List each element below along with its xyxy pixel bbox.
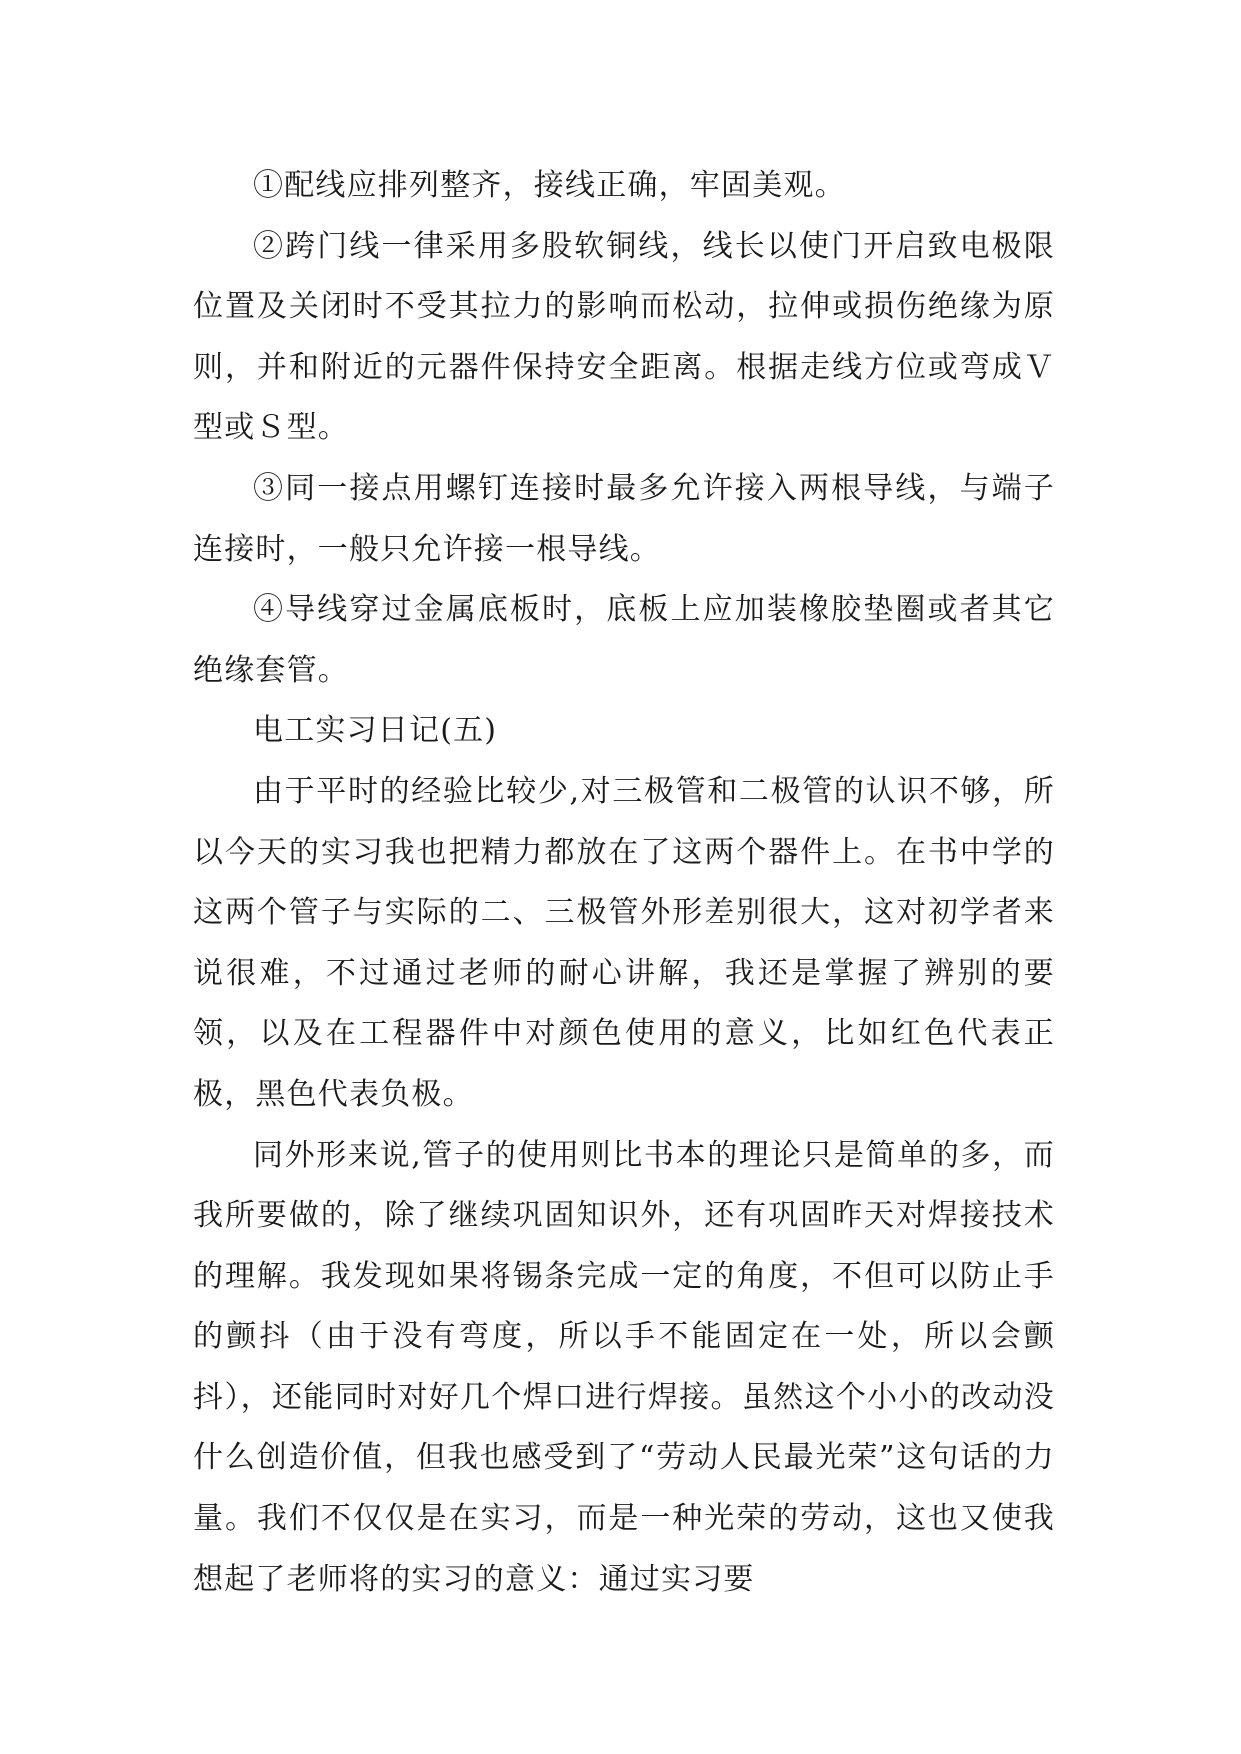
document-body xyxy=(193,156,1055,1610)
paragraph-welding-practice: 同外形来说,管子的使用则比书本的理论只是简单的多，而我所要做的，除了继续巩固知识外，还有巩固昨天对焊接技术的理解。我发现如果将锡条完成一定的角度，不但可以防止手的颤抖（由于没有弯度，所以手不能固定在一处，所以会颤抖），还能同时对好几个焊口进行焊接。虽然这个小小的改动没什么创造价值，但我也感受到了“劳动人民最光荣”这句话的力量。我们不仅仅是在实习，而是一种光荣的劳动，这也又使我想起了老师将的实习的意义：通过实习要 xyxy=(193,1137,1055,1597)
paragraph-transistor-diode: 由于平时的经验比较少,对三极管和二极管的认识不够，所以今天的实习我也把精力都放在了这两个器件上。在书中学的这两个管子与实际的二、三极管外形差别很大，这对初学者来说很难，不过通过老师的耐心讲解，我还是掌握了辨别的要领，以及在工程器件中对颜色使用的意义，比如红色代表正极，黑色代表负极。 xyxy=(193,773,1055,1112)
paragraph-wiring-neat: ①配线应排列整齐，接线正确，牢固美观。 xyxy=(253,168,846,203)
paragraph-metal-plate: ④导线穿过金属底板时，底板上应加装橡胶垫圈或者其它绝缘套管。 xyxy=(193,592,1055,688)
section-heading-diary-five: 电工实习日记(五) xyxy=(253,713,498,749)
paragraph-door-wire: ②跨门线一律采用多股软铜线，线长以使门开启致电极限位置及关闭时不受其拉力的影响而松动，拉伸或损伤绝缘为原则，并和附近的元器件保持安全距离。根据走线方位或弯成Ｖ型或Ｓ型。 xyxy=(193,228,1055,446)
paragraph-screw-connection: ③同一接点用螺钉连接时最多允许接入两根导线，与端子连接时，一般只允许接一根导线。 xyxy=(193,470,1055,567)
